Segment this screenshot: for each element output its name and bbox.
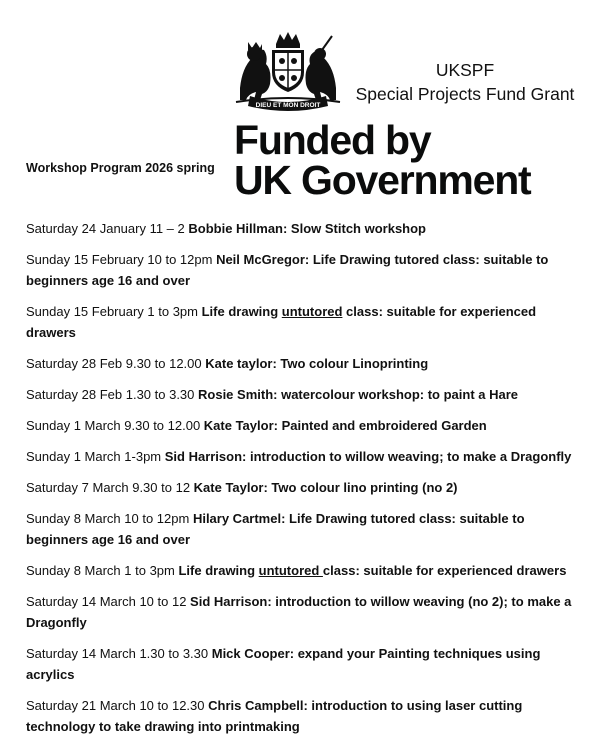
event-item: [26, 560, 586, 581]
event-date: Sunday 15 February 1 to 3pm: [26, 304, 202, 319]
event-title: Life drawing untutored class: suitable for experienced drawers: [26, 304, 537, 340]
event-item: [26, 301, 586, 343]
program-label: Workshop Program 2026 spring: [26, 161, 215, 175]
event-item: [26, 446, 586, 467]
event-item: [26, 249, 586, 291]
event-title: Rosie Smith: watercolour workshop: to paint a Hare: [198, 387, 519, 402]
fund-title: [340, 58, 590, 106]
event-date: Sunday 1 March 9.30 to 12.00: [26, 418, 204, 433]
event-title: Sid Harrison: introduction to willow weaving (no 2); to make a Dragonfly: [26, 594, 572, 630]
event-title: Chris Campbell: introduction to using laser cutting technology to take drawing into printmaking: [26, 698, 523, 734]
uk-government-text: UK Government: [234, 157, 531, 203]
event-list: [26, 218, 586, 747]
fund-acronym: UKSPF: [435, 60, 495, 80]
event-title: Kate taylor: Two colour Linoprinting: [205, 356, 429, 371]
event-item: [26, 643, 586, 685]
event-item: [26, 591, 586, 633]
funded-by-uk-government-logo: [234, 117, 531, 203]
event-item: [26, 384, 586, 405]
event-date: Sunday 1 March 1-3pm: [26, 449, 165, 464]
event-item: [26, 508, 586, 550]
event-date: Sunday 15 February 10 to 12pm: [26, 252, 217, 267]
event-item: [26, 353, 586, 374]
event-title: Kate Taylor: Painted and embroidered Garden: [203, 418, 487, 433]
royal-coat-of-arms-logo: [232, 28, 344, 112]
event-title: Neil McGregor: Life Drawing tutored class: suitable to beginners age 16 and over: [26, 252, 549, 288]
event-item: [26, 477, 586, 498]
event-title: Mick Cooper: expand your Painting techniques using acrylics: [26, 646, 541, 682]
fund-name: Special Projects Fund Grant: [355, 84, 575, 104]
event-item: [26, 415, 586, 436]
event-date: Sunday 8 March 10 to 12pm: [26, 511, 193, 526]
event-date: Sunday 8 March 1 to 3pm: [26, 563, 179, 578]
event-title: Life drawing untutored class: suitable for experienced drawers: [178, 563, 567, 578]
event-item: [26, 695, 586, 737]
event-title: Sid Harrison: introduction to willow weaving; to make a Dragonfly: [164, 449, 572, 464]
event-date: Saturday 28 Feb 1.30 to 3.30: [26, 387, 199, 402]
event-date: Saturday 14 March 10 to 12: [26, 594, 191, 609]
event-date: Saturday 21 March 10 to 12.30: [26, 698, 209, 713]
event-date: Saturday 28 Feb 9.30 to 12.00: [26, 356, 206, 371]
event-date: Saturday 7 March 9.30 to 12: [26, 480, 194, 495]
funded-by-text: Funded by: [234, 117, 431, 163]
event-title: Bobbie Hillman: Slow Stitch workshop: [188, 221, 426, 236]
event-title: Kate Taylor: Two colour lino printing (no 2): [193, 480, 458, 495]
event-title: Hilary Cartmel: Life Drawing tutored class: suitable to beginners age 16 and over: [26, 511, 525, 547]
event-item: [26, 218, 586, 239]
event-date: Saturday 14 March 1.30 to 3.30: [26, 646, 212, 661]
crest-motto: DIEU ET MON DROIT: [255, 102, 321, 109]
event-date: Saturday 24 January 11 – 2: [26, 221, 189, 236]
